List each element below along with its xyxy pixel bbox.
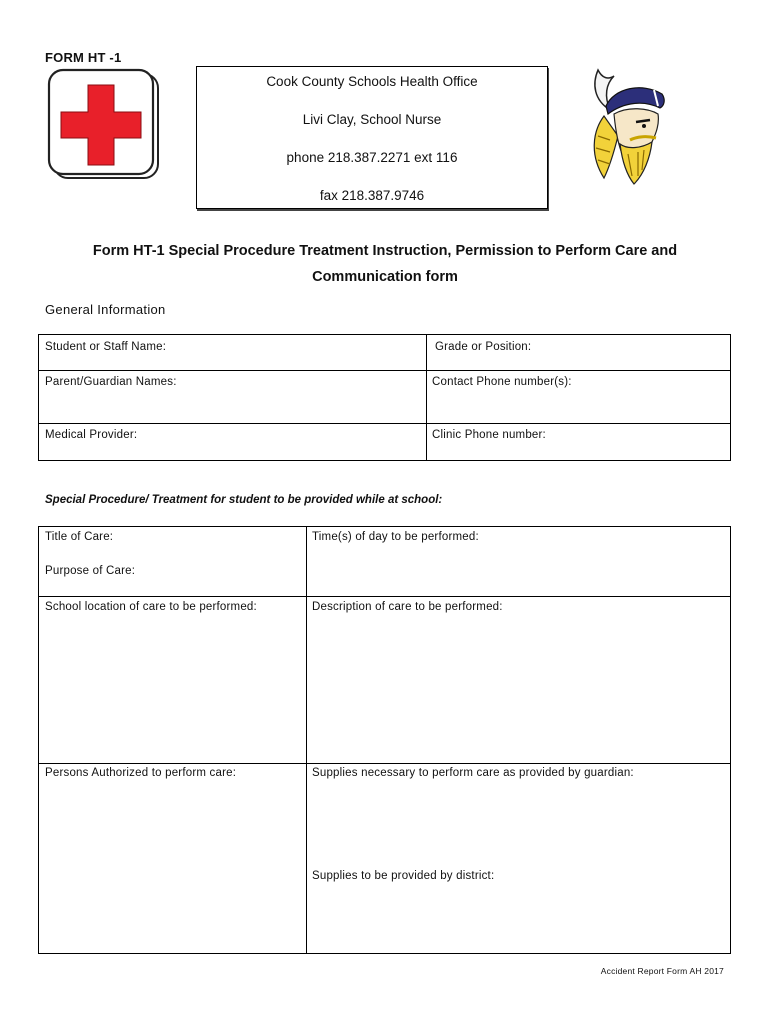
red-cross-icon <box>46 67 162 183</box>
grade-position-field[interactable]: Grade or Position: <box>435 341 532 353</box>
form-title-line-2: Communication form <box>312 269 458 285</box>
nurse-name: Livi Clay, School Nurse <box>302 112 442 127</box>
student-name-field[interactable]: Student or Staff Name: <box>45 341 167 353</box>
guardian-supplies-field[interactable]: Supplies necessary to perform care as provided by guardian: <box>312 767 634 779</box>
office-fax: fax 218.387.9746 <box>319 188 425 203</box>
office-phone: phone 218.387.2271 ext 116 <box>286 150 458 165</box>
school-location-field[interactable]: School location of care to be performed: <box>45 601 257 613</box>
office-name: Cook County Schools Health Office <box>266 74 478 89</box>
general-info-table <box>38 334 731 461</box>
times-of-day-field[interactable]: Time(s) of day to be performed: <box>312 531 479 543</box>
authorized-persons-field[interactable]: Persons Authorized to perform care: <box>45 767 237 779</box>
form-title <box>40 238 730 290</box>
special-procedure-heading: Special Procedure/ Treatment for student to be provided while at school: <box>45 494 443 506</box>
contact-phone-field[interactable]: Contact Phone number(s): <box>432 376 572 388</box>
clinic-phone-field[interactable]: Clinic Phone number: <box>432 429 546 441</box>
viking-mascot-icon <box>584 66 670 186</box>
form-code: FORM HT -1 <box>45 50 122 65</box>
general-info-heading: General Information <box>45 302 166 317</box>
care-description-field[interactable]: Description of care to be performed: <box>312 601 503 613</box>
health-office-box <box>196 66 548 209</box>
special-procedure-table <box>38 526 731 954</box>
purpose-of-care-field[interactable]: Purpose of Care: <box>45 565 136 577</box>
form-title-line-1: Form HT-1 Special Procedure Treatment Instruction, Permission to Perform Care and <box>92 243 678 259</box>
district-supplies-field[interactable]: Supplies to be provided by district: <box>312 870 495 882</box>
title-of-care-field[interactable]: Title of Care: <box>45 531 114 543</box>
medical-provider-field[interactable]: Medical Provider: <box>45 429 138 441</box>
parent-names-field[interactable]: Parent/Guardian Names: <box>45 376 177 388</box>
footer-form-id: Accident Report Form AH 2017 <box>600 966 724 976</box>
